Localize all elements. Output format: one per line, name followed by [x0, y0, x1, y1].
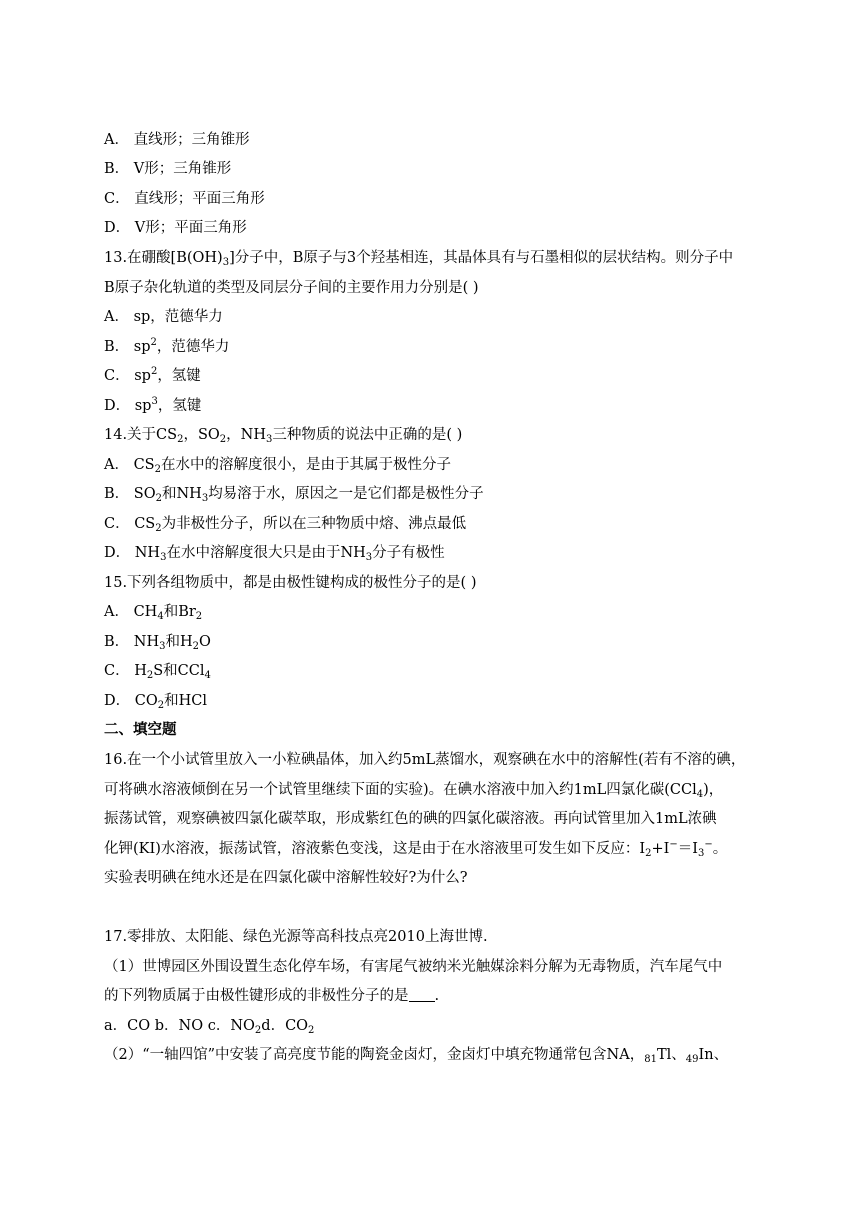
- q13-option-d: D． $sp^3$，氢键: [104, 396, 202, 414]
- q14-option-b: B． $SO_2$和$NH_3$均易溶于水，原因之一是它们都是极性分子: [104, 486, 484, 504]
- q15-option-c: C． $H_2S$和CCl$_4$: [104, 663, 211, 681]
- q14-stem: 14.关于$CS_2$，$SO_2$，$NH_3$三种物质的说法中正确的是( ): [104, 427, 463, 445]
- q17-part1-options: a．CO b．NO c．$NO_2d$．$CO_2$: [104, 1018, 315, 1036]
- q13-stem-line2: B原子杂化轨道的类型及同层分子间的主要作用力分别是( ): [104, 280, 479, 296]
- q12-option-b: B． V形；三角锥形: [104, 161, 232, 177]
- q14-option-a: A． $CS_2$在水中的溶解度很小，是由于其属于极性分子: [104, 457, 451, 475]
- q12-option-a: A． 直线形；三角锥形: [104, 132, 250, 148]
- q16-line1: 16.在一个小试管里放入一小粒碘晶体，加入约5mL蒸馏水，观察碘在水中的溶解性(若有不溶的碘，: [104, 752, 746, 768]
- q17-part1-line1: （1）世博园区外围设置生态化停车场，有害尾气被纳米光触媒涂料分解为无毒物质，汽车尾气中: [104, 959, 723, 975]
- q14-option-d: D． $NH_3$在水中溶解度很大只是由于$NH_3$分子有极性: [104, 545, 445, 563]
- q12-option-d: D． V形；平面三角形: [104, 220, 247, 236]
- q15-stem: 15.下列各组物质中，都是由极性键构成的极性分子的是( ): [104, 575, 477, 591]
- q17-part1-line2: 的下列物质属于由极性键形成的非极性分子的是 .: [104, 988, 440, 1004]
- q14-option-c: C． $CS_2$为非极性分子，所以在三种物质中熔、沸点最低: [104, 516, 467, 534]
- q16-line4: 化钾(KI)水溶液，振荡试管，溶液紫色变浅，这是由于在水溶液里可发生如下反应：$I_2+I^-=I_3^-$。: [104, 839, 728, 859]
- q13-option-b: B． $sp^2$，范德华力: [104, 337, 230, 355]
- q15-option-a: A． $CH_4$和$Br_2$: [104, 604, 203, 622]
- q15-option-d: D． $CO_2$和HCl: [104, 693, 207, 711]
- q13-option-a: A． sp，范德华力: [104, 309, 223, 325]
- q16-line3: 振荡试管，观察碘被四氯化碳萃取，形成紫红色的碘的四氯化碳溶液。再向试管里加入1mL浓碘: [104, 811, 717, 827]
- q15-option-b: B． $NH_3$和$H_2O$: [104, 634, 211, 652]
- q16-line5: 实验表明碘在纯水还是在四氯化碳中溶解性较好?为什么?: [104, 870, 468, 886]
- answer-blank[interactable]: [409, 987, 435, 1002]
- q13-option-c: C． $sp^2$，氢键: [104, 366, 201, 384]
- q17-part2-line1: （2）“一轴四馆”中安装了高亮度节能的陶瓷金卤灯，金卤灯中填充物通常包含NA，$_{81}$Tl、$_{49}$In、: [104, 1047, 729, 1065]
- q16-line2: 可将碘水溶液倾倒在另一个试管里继续下面的实验)。在碘水溶液中加入约1mL四氯化碳(CCl$_4$)，: [104, 782, 724, 800]
- q12-option-c: C． 直线形；平面三角形: [104, 191, 265, 207]
- section-heading-fill-blank: 二、填空题: [104, 721, 177, 738]
- q13-stem-line1: 13.在硼酸$[B(OH)_3]$分子中，B原子与3个羟基相连，其晶体具有与石墨相似的层状结构。则分子中: [104, 250, 734, 268]
- q17-stem: 17.零排放、太阳能、绿色光源等高科技点亮2010上海世博.: [104, 929, 488, 945]
